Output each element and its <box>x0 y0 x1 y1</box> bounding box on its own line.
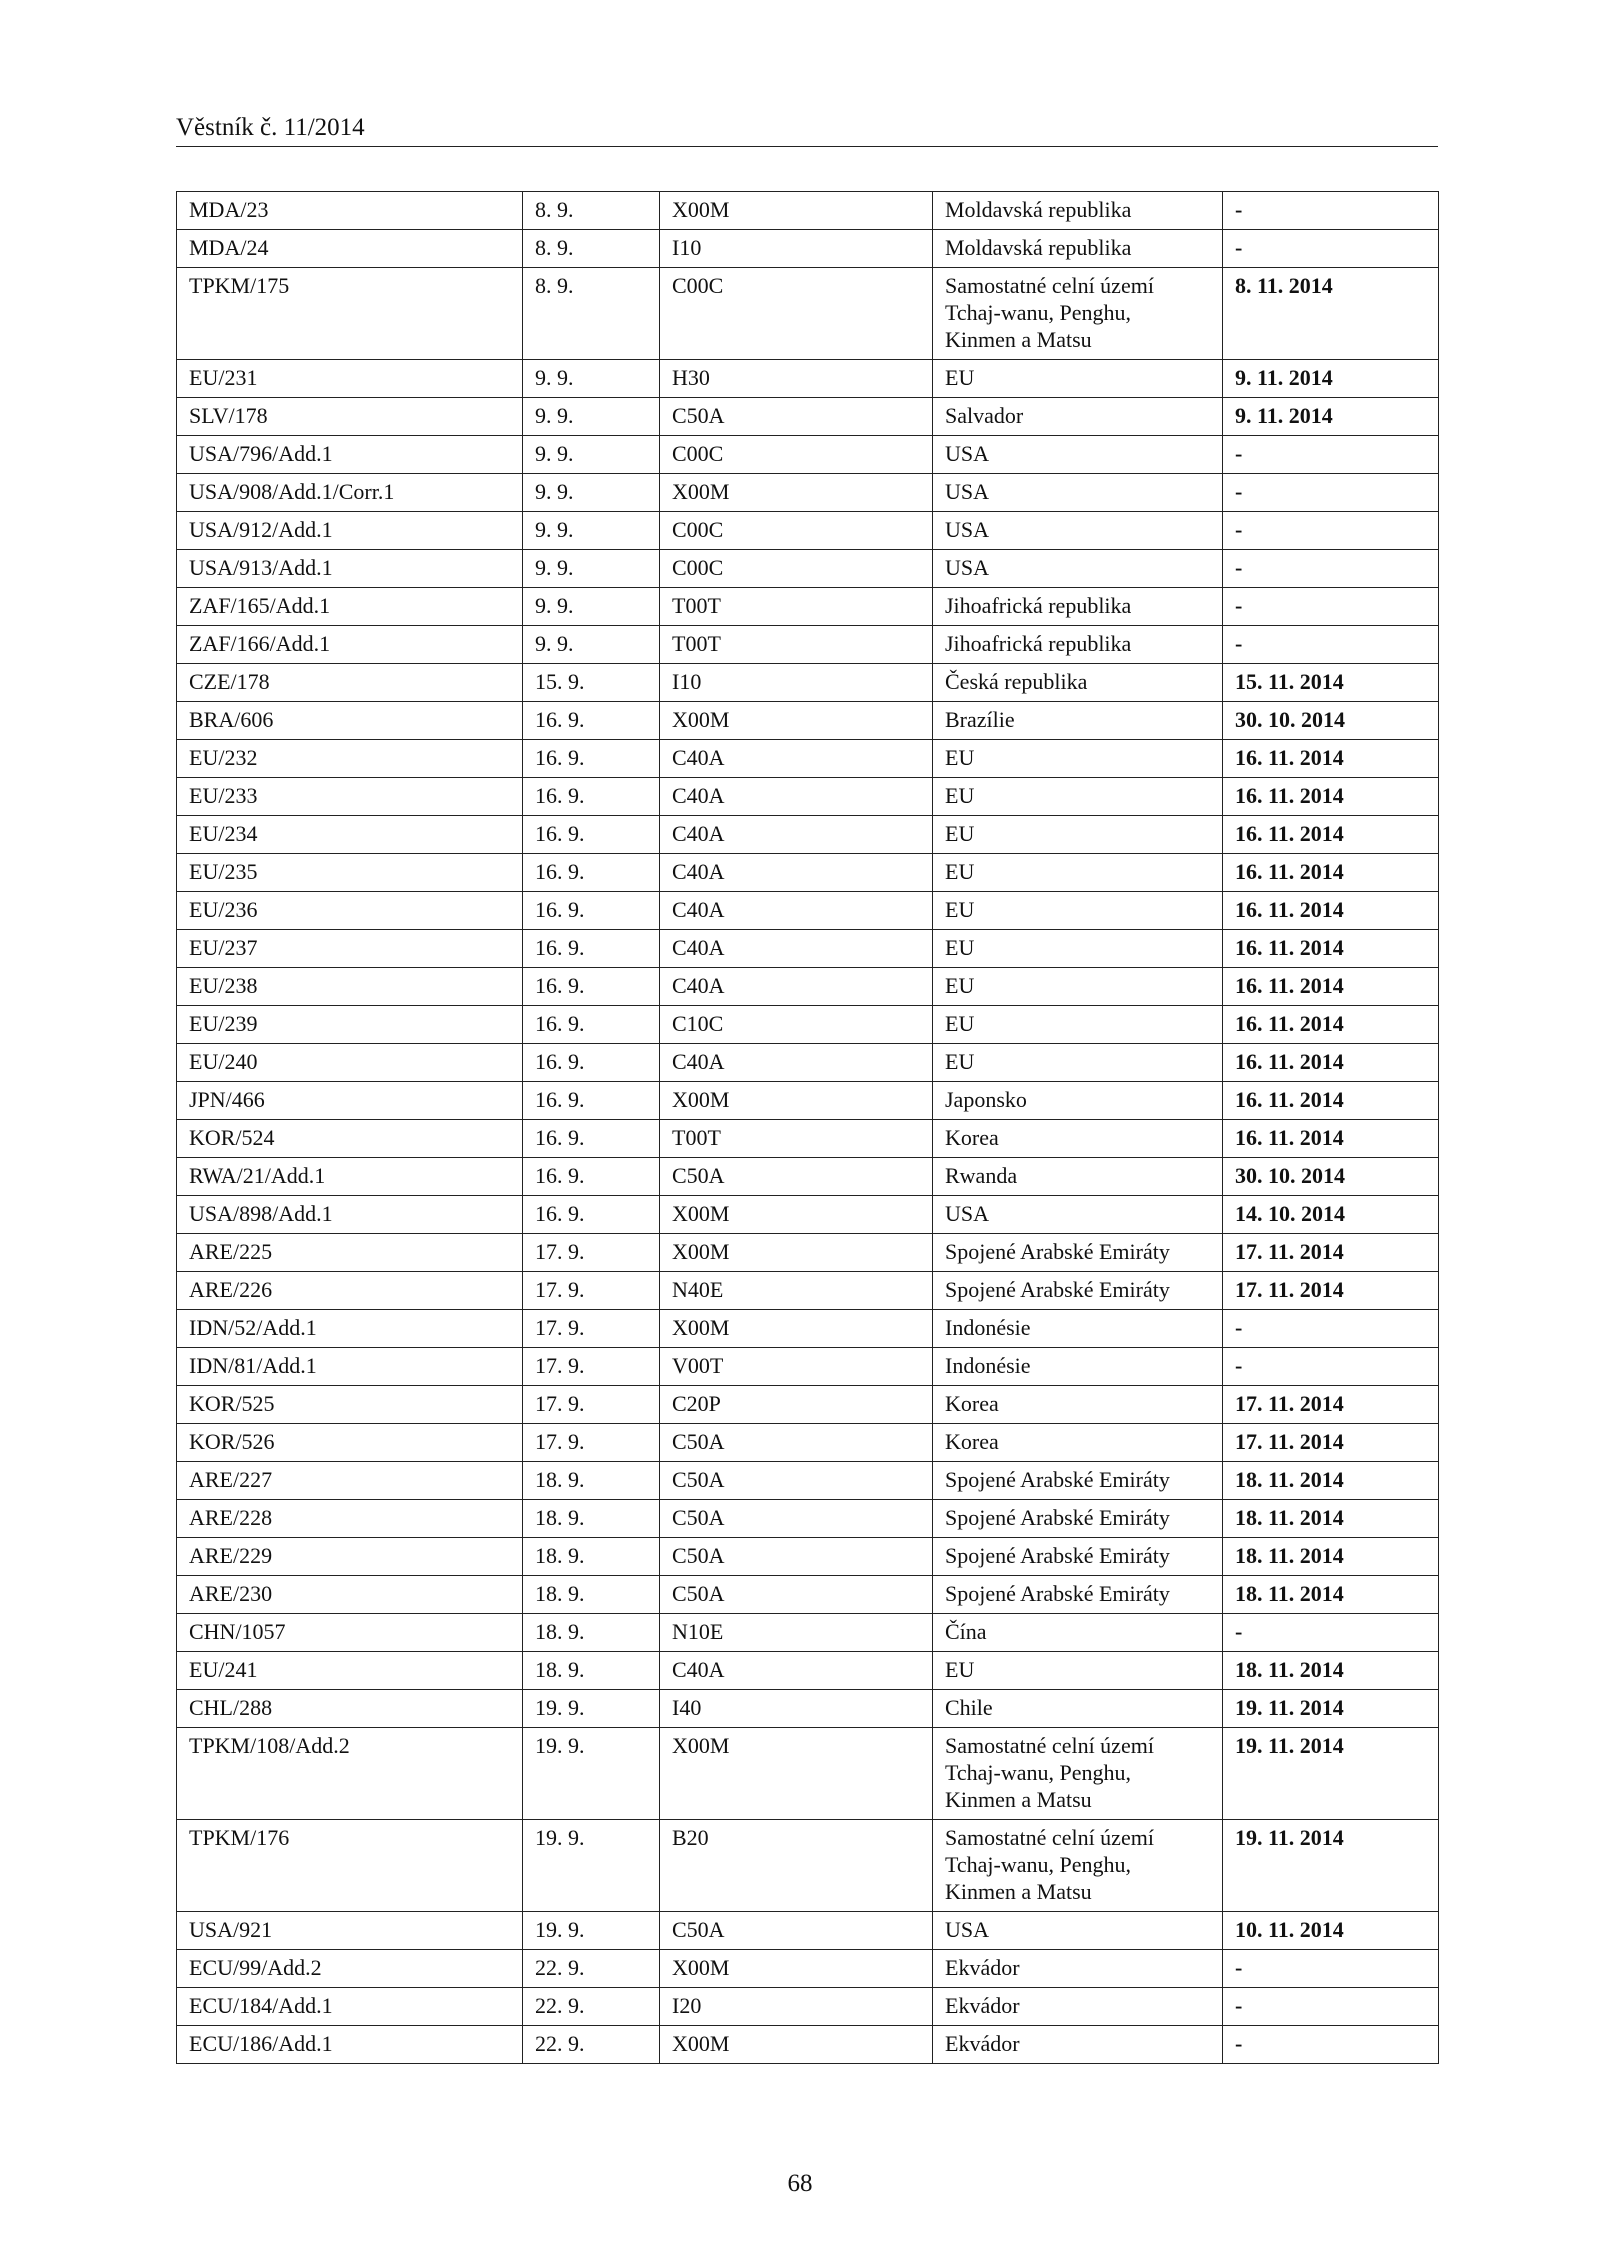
comment-deadline-cell: - <box>1223 550 1439 588</box>
notification-date-cell: 18. 9. <box>523 1462 660 1500</box>
page-header <box>176 112 1438 147</box>
notification-date-cell: 16. 9. <box>523 968 660 1006</box>
member-country-cell: Chile <box>933 1690 1223 1728</box>
member-country-cell: EU <box>933 360 1223 398</box>
table-row <box>177 268 1439 360</box>
notification-date-cell: 8. 9. <box>523 268 660 360</box>
document-symbol-cell: TPKM/175 <box>177 268 523 360</box>
comment-deadline-cell: 16. 11. 2014 <box>1223 740 1439 778</box>
comment-deadline-cell: - <box>1223 1310 1439 1348</box>
table-row <box>177 1424 1439 1462</box>
comment-deadline-cell: 16. 11. 2014 <box>1223 854 1439 892</box>
member-country-cell: Rwanda <box>933 1158 1223 1196</box>
ics-code-cell: C40A <box>660 892 933 930</box>
ics-code-cell: C40A <box>660 1652 933 1690</box>
member-country-cell: Moldavská republika <box>933 230 1223 268</box>
comment-deadline-cell: - <box>1223 512 1439 550</box>
notification-date-cell: 9. 9. <box>523 360 660 398</box>
table-row <box>177 1082 1439 1120</box>
table-row <box>177 2026 1439 2064</box>
member-country-cell: EU <box>933 740 1223 778</box>
document-symbol-cell: BRA/606 <box>177 702 523 740</box>
table-row <box>177 192 1439 230</box>
member-country-cell: Japonsko <box>933 1082 1223 1120</box>
member-country-cell: EU <box>933 930 1223 968</box>
member-country-cell: Indonésie <box>933 1348 1223 1386</box>
table-row <box>177 550 1439 588</box>
notification-date-cell: 18. 9. <box>523 1500 660 1538</box>
comment-deadline-cell: - <box>1223 192 1439 230</box>
document-symbol-cell: KOR/525 <box>177 1386 523 1424</box>
document-symbol-cell: TPKM/176 <box>177 1820 523 1912</box>
document-symbol-cell: EU/238 <box>177 968 523 1006</box>
table-row <box>177 436 1439 474</box>
document-symbol-cell: ZAF/166/Add.1 <box>177 626 523 664</box>
document-symbol-cell: ZAF/165/Add.1 <box>177 588 523 626</box>
ics-code-cell: C10C <box>660 1006 933 1044</box>
notification-date-cell: 17. 9. <box>523 1424 660 1462</box>
bulletin-title: Věstník č. 11/2014 <box>176 114 365 141</box>
comment-deadline-cell: 30. 10. 2014 <box>1223 702 1439 740</box>
ics-code-cell: I40 <box>660 1690 933 1728</box>
notification-date-cell: 8. 9. <box>523 192 660 230</box>
table-row <box>177 360 1439 398</box>
table-row <box>177 230 1439 268</box>
notification-date-cell: 18. 9. <box>523 1652 660 1690</box>
ics-code-cell: C40A <box>660 816 933 854</box>
notification-date-cell: 9. 9. <box>523 512 660 550</box>
page-number: 68 <box>787 2170 813 2197</box>
member-country-cell: Indonésie <box>933 1310 1223 1348</box>
comment-deadline-cell: 16. 11. 2014 <box>1223 816 1439 854</box>
table-row <box>177 626 1439 664</box>
notification-date-cell: 22. 9. <box>523 1988 660 2026</box>
comment-deadline-cell: 16. 11. 2014 <box>1223 930 1439 968</box>
table-row <box>177 474 1439 512</box>
notification-date-cell: 8. 9. <box>523 230 660 268</box>
ics-code-cell: X00M <box>660 474 933 512</box>
document-symbol-cell: USA/913/Add.1 <box>177 550 523 588</box>
document-symbol-cell: EU/235 <box>177 854 523 892</box>
member-country-cell: USA <box>933 436 1223 474</box>
document-symbol-cell: EU/237 <box>177 930 523 968</box>
notification-date-cell: 16. 9. <box>523 1158 660 1196</box>
notification-date-cell: 18. 9. <box>523 1538 660 1576</box>
member-country-cell: Spojené Arabské Emiráty <box>933 1234 1223 1272</box>
member-country-cell: Korea <box>933 1424 1223 1462</box>
document-symbol-cell: KOR/526 <box>177 1424 523 1462</box>
ics-code-cell: C40A <box>660 740 933 778</box>
table-row <box>177 1348 1439 1386</box>
table-row <box>177 968 1439 1006</box>
document-symbol-cell: EU/240 <box>177 1044 523 1082</box>
ics-code-cell: X00M <box>660 2026 933 2064</box>
table-row <box>177 778 1439 816</box>
member-country-cell: USA <box>933 1912 1223 1950</box>
notification-date-cell: 16. 9. <box>523 740 660 778</box>
comment-deadline-cell: - <box>1223 1614 1439 1652</box>
document-symbol-cell: USA/908/Add.1/Corr.1 <box>177 474 523 512</box>
document-symbol-cell: ARE/225 <box>177 1234 523 1272</box>
notification-date-cell: 17. 9. <box>523 1272 660 1310</box>
comment-deadline-cell: 15. 11. 2014 <box>1223 664 1439 702</box>
notification-date-cell: 16. 9. <box>523 1082 660 1120</box>
notification-date-cell: 17. 9. <box>523 1234 660 1272</box>
table-row <box>177 892 1439 930</box>
member-country-cell: Spojené Arabské Emiráty <box>933 1500 1223 1538</box>
ics-code-cell: C40A <box>660 854 933 892</box>
ics-code-cell: X00M <box>660 1310 933 1348</box>
notification-date-cell: 17. 9. <box>523 1386 660 1424</box>
ics-code-cell: X00M <box>660 1234 933 1272</box>
document-symbol-cell: TPKM/108/Add.2 <box>177 1728 523 1820</box>
ics-code-cell: C00C <box>660 512 933 550</box>
document-symbol-cell: CHN/1057 <box>177 1614 523 1652</box>
table-row <box>177 930 1439 968</box>
ics-code-cell: I20 <box>660 1988 933 2026</box>
document-symbol-cell: IDN/81/Add.1 <box>177 1348 523 1386</box>
member-country-cell: Samostatné celní území Tchaj-wanu, Penghu, Kinmen a Matsu <box>933 1728 1223 1820</box>
document-symbol-cell: IDN/52/Add.1 <box>177 1310 523 1348</box>
table-row <box>177 1950 1439 1988</box>
document-symbol-cell: ECU/99/Add.2 <box>177 1950 523 1988</box>
comment-deadline-cell: 17. 11. 2014 <box>1223 1386 1439 1424</box>
table-row <box>177 1006 1439 1044</box>
member-country-cell: EU <box>933 1006 1223 1044</box>
table-row <box>177 1158 1439 1196</box>
ics-code-cell: N40E <box>660 1272 933 1310</box>
ics-code-cell: X00M <box>660 1950 933 1988</box>
comment-deadline-cell: 18. 11. 2014 <box>1223 1500 1439 1538</box>
member-country-cell: USA <box>933 550 1223 588</box>
member-country-cell: Spojené Arabské Emiráty <box>933 1538 1223 1576</box>
comment-deadline-cell: 18. 11. 2014 <box>1223 1538 1439 1576</box>
member-country-cell: Samostatné celní území Tchaj-wanu, Penghu, Kinmen a Matsu <box>933 1820 1223 1912</box>
notification-date-cell: 16. 9. <box>523 1120 660 1158</box>
notification-date-cell: 16. 9. <box>523 702 660 740</box>
comment-deadline-cell: 30. 10. 2014 <box>1223 1158 1439 1196</box>
member-country-cell: EU <box>933 892 1223 930</box>
table-row <box>177 664 1439 702</box>
ics-code-cell: X00M <box>660 1196 933 1234</box>
comment-deadline-cell: - <box>1223 230 1439 268</box>
notification-date-cell: 16. 9. <box>523 1006 660 1044</box>
notification-date-cell: 16. 9. <box>523 930 660 968</box>
ics-code-cell: C50A <box>660 1158 933 1196</box>
comment-deadline-cell: - <box>1223 2026 1439 2064</box>
member-country-cell: USA <box>933 474 1223 512</box>
member-country-cell: EU <box>933 854 1223 892</box>
member-country-cell: Česká republika <box>933 664 1223 702</box>
table-row <box>177 1728 1439 1820</box>
comment-deadline-cell: 8. 11. 2014 <box>1223 268 1439 360</box>
table-row <box>177 1272 1439 1310</box>
table-row <box>177 1614 1439 1652</box>
comment-deadline-cell: 16. 11. 2014 <box>1223 1120 1439 1158</box>
notification-date-cell: 9. 9. <box>523 588 660 626</box>
document-symbol-cell: ARE/227 <box>177 1462 523 1500</box>
comment-deadline-cell: 16. 11. 2014 <box>1223 1082 1439 1120</box>
document-symbol-cell: EU/239 <box>177 1006 523 1044</box>
document-symbol-cell: EU/231 <box>177 360 523 398</box>
member-country-cell: Ekvádor <box>933 1950 1223 1988</box>
document-symbol-cell: EU/233 <box>177 778 523 816</box>
notification-date-cell: 16. 9. <box>523 778 660 816</box>
comment-deadline-cell: 18. 11. 2014 <box>1223 1462 1439 1500</box>
notification-date-cell: 19. 9. <box>523 1820 660 1912</box>
member-country-cell: Moldavská republika <box>933 192 1223 230</box>
document-symbol-cell: ECU/186/Add.1 <box>177 2026 523 2064</box>
comment-deadline-cell: - <box>1223 474 1439 512</box>
document-symbol-cell: ARE/226 <box>177 1272 523 1310</box>
member-country-cell: Salvador <box>933 398 1223 436</box>
notification-date-cell: 15. 9. <box>523 664 660 702</box>
table-row <box>177 1690 1439 1728</box>
document-symbol-cell: RWA/21/Add.1 <box>177 1158 523 1196</box>
ics-code-cell: C00C <box>660 550 933 588</box>
notification-date-cell: 16. 9. <box>523 1196 660 1234</box>
comment-deadline-cell: 18. 11. 2014 <box>1223 1652 1439 1690</box>
notification-date-cell: 19. 9. <box>523 1690 660 1728</box>
notifications-table <box>176 191 1439 2064</box>
document-symbol-cell: USA/912/Add.1 <box>177 512 523 550</box>
document-symbol-cell: JPN/466 <box>177 1082 523 1120</box>
document-symbol-cell: EU/241 <box>177 1652 523 1690</box>
comment-deadline-cell: 16. 11. 2014 <box>1223 778 1439 816</box>
ics-code-cell: C00C <box>660 436 933 474</box>
member-country-cell: Jihoafrická republika <box>933 588 1223 626</box>
document-symbol-cell: EU/234 <box>177 816 523 854</box>
document-symbol-cell: ARE/230 <box>177 1576 523 1614</box>
comment-deadline-cell: 17. 11. 2014 <box>1223 1234 1439 1272</box>
table-row <box>177 1988 1439 2026</box>
document-symbol-cell: CHL/288 <box>177 1690 523 1728</box>
ics-code-cell: X00M <box>660 702 933 740</box>
notification-date-cell: 9. 9. <box>523 436 660 474</box>
member-country-cell: USA <box>933 1196 1223 1234</box>
notification-date-cell: 22. 9. <box>523 2026 660 2064</box>
notification-date-cell: 16. 9. <box>523 892 660 930</box>
comment-deadline-cell: - <box>1223 1950 1439 1988</box>
notification-date-cell: 17. 9. <box>523 1348 660 1386</box>
table-row <box>177 1538 1439 1576</box>
comment-deadline-cell: 19. 11. 2014 <box>1223 1728 1439 1820</box>
comment-deadline-cell: 16. 11. 2014 <box>1223 1044 1439 1082</box>
table-row <box>177 1912 1439 1950</box>
member-country-cell: Ekvádor <box>933 2026 1223 2064</box>
notification-date-cell: 19. 9. <box>523 1728 660 1820</box>
comment-deadline-cell: 16. 11. 2014 <box>1223 892 1439 930</box>
member-country-cell: USA <box>933 512 1223 550</box>
member-country-cell: Samostatné celní území Tchaj-wanu, Penghu, Kinmen a Matsu <box>933 268 1223 360</box>
member-country-cell: Jihoafrická republika <box>933 626 1223 664</box>
notification-date-cell: 9. 9. <box>523 474 660 512</box>
table-row <box>177 1310 1439 1348</box>
table-row <box>177 398 1439 436</box>
document-symbol-cell: EU/232 <box>177 740 523 778</box>
ics-code-cell: B20 <box>660 1820 933 1912</box>
member-country-cell: Brazílie <box>933 702 1223 740</box>
comment-deadline-cell: 19. 11. 2014 <box>1223 1820 1439 1912</box>
table-row <box>177 1044 1439 1082</box>
document-symbol-cell: MDA/23 <box>177 192 523 230</box>
comment-deadline-cell: 17. 11. 2014 <box>1223 1424 1439 1462</box>
document-symbol-cell: KOR/524 <box>177 1120 523 1158</box>
member-country-cell: Spojené Arabské Emiráty <box>933 1576 1223 1614</box>
ics-code-cell: C40A <box>660 778 933 816</box>
table-row <box>177 740 1439 778</box>
member-country-cell: Spojené Arabské Emiráty <box>933 1462 1223 1500</box>
notification-date-cell: 9. 9. <box>523 398 660 436</box>
document-symbol-cell: SLV/178 <box>177 398 523 436</box>
table-row <box>177 1386 1439 1424</box>
ics-code-cell: C40A <box>660 968 933 1006</box>
table-row <box>177 816 1439 854</box>
document-symbol-cell: ARE/229 <box>177 1538 523 1576</box>
member-country-cell: EU <box>933 968 1223 1006</box>
ics-code-cell: T00T <box>660 626 933 664</box>
ics-code-cell: N10E <box>660 1614 933 1652</box>
ics-code-cell: C40A <box>660 930 933 968</box>
ics-code-cell: C50A <box>660 1500 933 1538</box>
ics-code-cell: C50A <box>660 1538 933 1576</box>
member-country-cell: Ekvádor <box>933 1988 1223 2026</box>
ics-code-cell: C40A <box>660 1044 933 1082</box>
table-body <box>177 192 1439 2064</box>
member-country-cell: EU <box>933 816 1223 854</box>
notification-date-cell: 18. 9. <box>523 1576 660 1614</box>
comment-deadline-cell: - <box>1223 1988 1439 2026</box>
notification-date-cell: 18. 9. <box>523 1614 660 1652</box>
ics-code-cell: T00T <box>660 1120 933 1158</box>
comment-deadline-cell: 19. 11. 2014 <box>1223 1690 1439 1728</box>
notification-date-cell: 19. 9. <box>523 1912 660 1950</box>
table-row <box>177 1652 1439 1690</box>
table-row <box>177 854 1439 892</box>
document-symbol-cell: USA/898/Add.1 <box>177 1196 523 1234</box>
notification-date-cell: 17. 9. <box>523 1310 660 1348</box>
notification-date-cell: 16. 9. <box>523 1044 660 1082</box>
ics-code-cell: C20P <box>660 1386 933 1424</box>
comment-deadline-cell: 16. 11. 2014 <box>1223 968 1439 1006</box>
member-country-cell: Čína <box>933 1614 1223 1652</box>
document-symbol-cell: CZE/178 <box>177 664 523 702</box>
ics-code-cell: C00C <box>660 268 933 360</box>
member-country-cell: EU <box>933 778 1223 816</box>
document-symbol-cell: USA/796/Add.1 <box>177 436 523 474</box>
document-symbol-cell: ARE/228 <box>177 1500 523 1538</box>
notification-date-cell: 16. 9. <box>523 854 660 892</box>
document-symbol-cell: ECU/184/Add.1 <box>177 1988 523 2026</box>
member-country-cell: Spojené Arabské Emiráty <box>933 1272 1223 1310</box>
comment-deadline-cell: 9. 11. 2014 <box>1223 398 1439 436</box>
ics-code-cell: X00M <box>660 1082 933 1120</box>
ics-code-cell: H30 <box>660 360 933 398</box>
comment-deadline-cell: 9. 11. 2014 <box>1223 360 1439 398</box>
ics-code-cell: C50A <box>660 1912 933 1950</box>
ics-code-cell: V00T <box>660 1348 933 1386</box>
member-country-cell: EU <box>933 1652 1223 1690</box>
document-symbol-cell: MDA/24 <box>177 230 523 268</box>
document-symbol-cell: USA/921 <box>177 1912 523 1950</box>
document-symbol-cell: EU/236 <box>177 892 523 930</box>
table-row <box>177 588 1439 626</box>
comment-deadline-cell: - <box>1223 436 1439 474</box>
ics-code-cell: T00T <box>660 588 933 626</box>
table-row <box>177 512 1439 550</box>
ics-code-cell: C50A <box>660 398 933 436</box>
notification-date-cell: 22. 9. <box>523 1950 660 1988</box>
ics-code-cell: I10 <box>660 230 933 268</box>
member-country-cell: Korea <box>933 1386 1223 1424</box>
comment-deadline-cell: 17. 11. 2014 <box>1223 1272 1439 1310</box>
ics-code-cell: I10 <box>660 664 933 702</box>
table-row <box>177 1234 1439 1272</box>
table-row <box>177 1820 1439 1912</box>
comment-deadline-cell: - <box>1223 588 1439 626</box>
member-country-cell: EU <box>933 1044 1223 1082</box>
comment-deadline-cell: - <box>1223 1348 1439 1386</box>
table-row <box>177 1462 1439 1500</box>
ics-code-cell: X00M <box>660 1728 933 1820</box>
comment-deadline-cell: 10. 11. 2014 <box>1223 1912 1439 1950</box>
ics-code-cell: C50A <box>660 1576 933 1614</box>
table-row <box>177 1500 1439 1538</box>
comment-deadline-cell: - <box>1223 626 1439 664</box>
comment-deadline-cell: 14. 10. 2014 <box>1223 1196 1439 1234</box>
table-row <box>177 702 1439 740</box>
member-country-cell: Korea <box>933 1120 1223 1158</box>
comment-deadline-cell: 16. 11. 2014 <box>1223 1006 1439 1044</box>
table-row <box>177 1196 1439 1234</box>
ics-code-cell: C50A <box>660 1462 933 1500</box>
comment-deadline-cell: 18. 11. 2014 <box>1223 1576 1439 1614</box>
notification-date-cell: 16. 9. <box>523 816 660 854</box>
notification-date-cell: 9. 9. <box>523 550 660 588</box>
table-row <box>177 1120 1439 1158</box>
table-row <box>177 1576 1439 1614</box>
notification-date-cell: 9. 9. <box>523 626 660 664</box>
ics-code-cell: C50A <box>660 1424 933 1462</box>
ics-code-cell: X00M <box>660 192 933 230</box>
